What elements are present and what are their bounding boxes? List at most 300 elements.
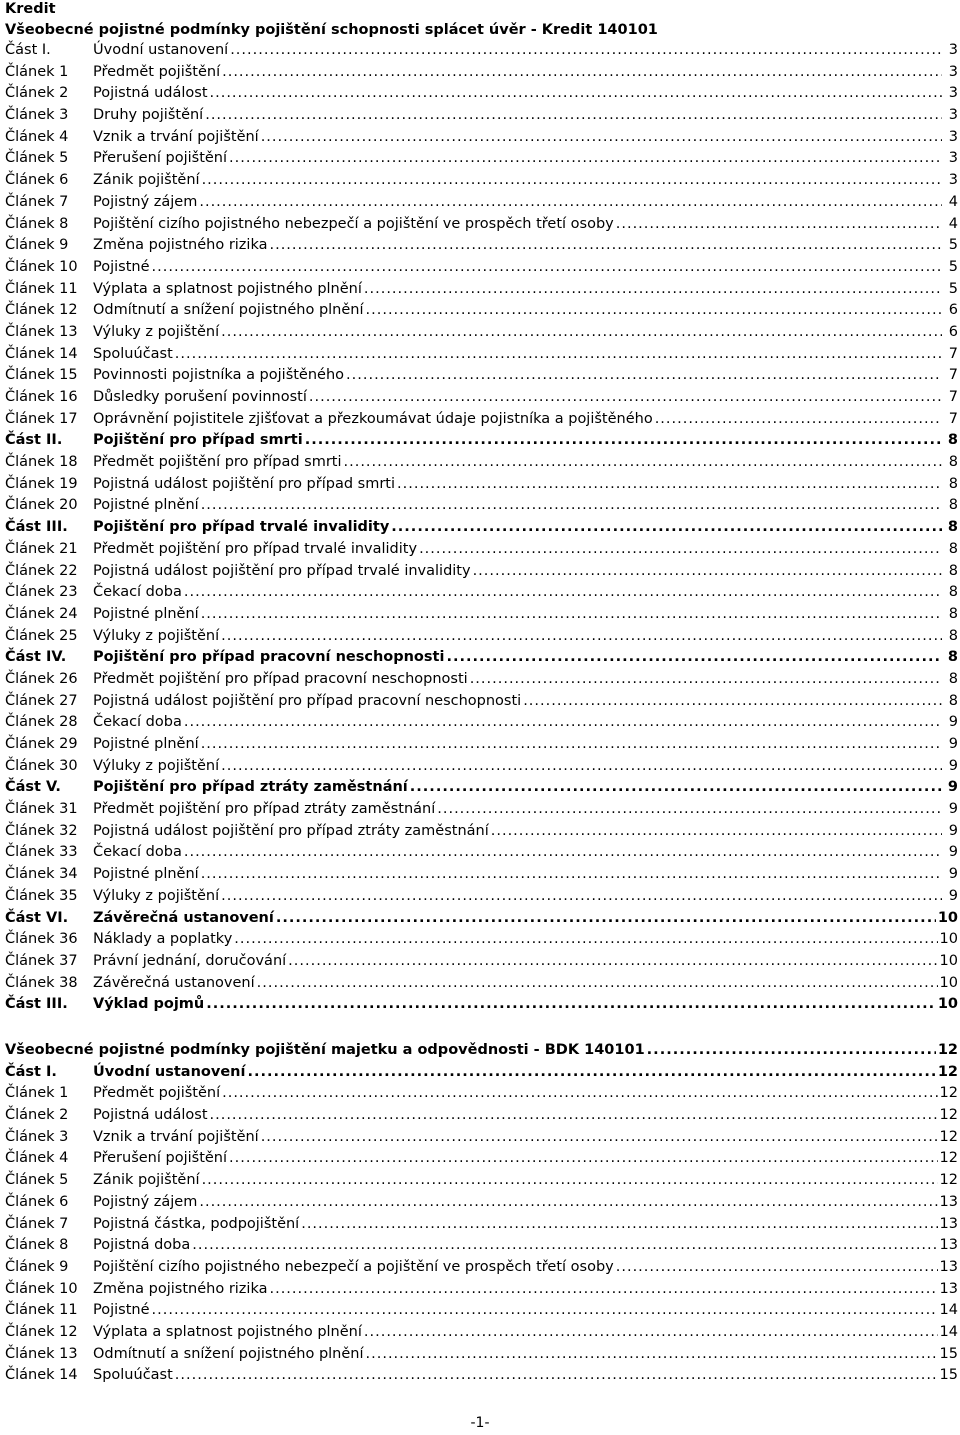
toc-item-title: Vznik a trvání pojištění [93, 128, 259, 145]
toc-row[interactable] [5, 1235, 958, 1257]
leader-dots [234, 929, 937, 951]
toc-item-title: Výplata a splatnost pojistného plnění [93, 1323, 362, 1340]
leader-dots [230, 40, 942, 62]
toc-row[interactable] [5, 821, 958, 843]
toc-item-page: 13 [939, 1193, 958, 1210]
toc-item-title: Úvodní ustanovení [93, 42, 229, 58]
toc-item-number: Článek 38 [5, 974, 78, 991]
toc-item-title: Předmět pojištění pro případ smrti [93, 454, 342, 471]
toc-item-page: 3 [948, 107, 958, 124]
toc-row[interactable] [5, 279, 958, 301]
toc-row[interactable] [5, 517, 958, 539]
leader-dots [184, 842, 942, 864]
toc-item-title: Výluky z pojištění [93, 627, 220, 644]
leader-dots [210, 83, 943, 105]
toc-item-title: Pojistná událost [93, 85, 208, 102]
leader-dots [205, 105, 942, 127]
toc-row[interactable] [5, 777, 958, 799]
toc-item-page: 14 [939, 1302, 958, 1319]
toc-item-title: Spoluúčast [93, 345, 173, 362]
toc-item-title: Spoluúčast [93, 1367, 173, 1384]
leader-dots [201, 604, 942, 626]
toc-item-title: Právní jednání, doručování [93, 952, 287, 969]
toc-row[interactable] [5, 344, 958, 366]
toc-item-page: 8 [948, 475, 958, 492]
toc-item-page: 3 [948, 128, 958, 145]
toc-item-page: 9 [947, 779, 958, 796]
toc-row[interactable] [5, 842, 958, 864]
toc-item-title: Pojistná událost pojištění pro případ pracovní neschopnosti [93, 692, 522, 709]
toc-item-number: Část III. [5, 996, 68, 1013]
toc-item-title: Změna pojistného rizika [93, 237, 268, 254]
section-2-heading-row [5, 1040, 958, 1062]
toc-item-number: Článek 10 [5, 258, 78, 275]
toc-item-number: Článek 9 [5, 1258, 69, 1275]
toc-item-title: Čekací doba [93, 844, 182, 861]
toc-item-number: Článek 37 [5, 952, 78, 969]
toc-item-title: Náklady a poplatky [93, 931, 233, 948]
toc-item-page: 10 [939, 931, 958, 948]
toc-item-number: Článek 32 [5, 822, 78, 839]
toc-item-title: Oprávnění pojistitele zjišťovat a přezkoumávat údaje pojistníka a pojištěného [93, 410, 653, 427]
toc-item-number: Článek 34 [5, 866, 78, 883]
toc-item-number: Článek 15 [5, 367, 78, 384]
leader-dots [229, 148, 942, 170]
toc-item-title: Předmět pojištění [93, 63, 221, 80]
toc-item-title: Pojistný zájem [93, 1193, 198, 1210]
toc-item-page: 13 [939, 1215, 958, 1232]
toc-row[interactable] [5, 1127, 958, 1149]
leader-dots [364, 279, 942, 301]
toc-row[interactable] [5, 322, 958, 344]
toc-item-number: Článek 4 [5, 1150, 69, 1167]
leader-dots [397, 474, 942, 496]
section-2-page: 12 [937, 1042, 958, 1058]
toc-item-number: Část I. [5, 42, 51, 58]
toc-item-number: Článek 28 [5, 714, 78, 731]
leader-dots [346, 365, 942, 387]
toc-item-title: Pojistná částka, podpojištění [93, 1215, 300, 1232]
table-of-contents-1 [5, 40, 958, 1016]
toc-item-title: Úvodní ustanovení [93, 1063, 246, 1080]
toc-item-number: Článek 12 [5, 1323, 78, 1340]
toc-item-title: Pojištění pro případ ztráty zaměstnání [93, 779, 408, 796]
toc-item-page: 13 [939, 1258, 958, 1275]
toc-item-page: 12 [939, 1150, 958, 1167]
leader-dots [257, 973, 938, 995]
leader-dots [616, 214, 942, 236]
toc-item-number: Článek 13 [5, 1345, 78, 1362]
toc-item-title: Odmítnutí a snížení pojistného plnění [93, 302, 364, 319]
toc-row[interactable] [5, 387, 958, 409]
toc-item-number: Článek 29 [5, 736, 78, 752]
toc-item-number: Část II. [5, 432, 63, 449]
toc-item-page: 7 [948, 410, 958, 427]
toc-item-page: 9 [948, 714, 958, 731]
document-title: Kredit [5, 1, 56, 17]
toc-item-page: 15 [939, 1345, 958, 1362]
toc-row[interactable] [5, 365, 958, 387]
toc-item-number: Článek 7 [5, 193, 69, 210]
toc-item-page: 5 [948, 237, 958, 254]
leader-dots [229, 1148, 938, 1170]
toc-item-page: 12 [937, 1063, 958, 1080]
toc-item-number: Článek 3 [5, 107, 69, 124]
toc-item-page: 8 [948, 562, 958, 579]
toc-item-title: Pojistné [93, 258, 150, 275]
toc-row[interactable] [5, 691, 958, 713]
toc-item-page: 8 [948, 627, 958, 644]
toc-item-page: 3 [948, 150, 958, 167]
toc-item-title: Pojistné plnění [93, 736, 199, 752]
toc-item-number: Článek 19 [5, 475, 78, 492]
toc-row[interactable] [5, 1322, 958, 1344]
toc-item-page: 4 [948, 215, 958, 232]
toc-item-number: Článek 11 [5, 280, 78, 297]
toc-row[interactable] [5, 1279, 958, 1301]
toc-row[interactable] [5, 908, 958, 930]
toc-item-number: Část IV. [5, 649, 67, 666]
toc-row[interactable] [5, 1040, 958, 1062]
toc-item-page: 8 [948, 584, 958, 601]
leader-dots [473, 561, 942, 583]
toc-row[interactable] [5, 929, 958, 951]
leader-dots [470, 669, 942, 691]
leader-dots [410, 777, 942, 799]
toc-item-number: Článek 2 [5, 85, 69, 102]
toc-item-title: Pojištění cizího pojistného nebezpečí a pojištění ve prospěch třetí osoby [93, 1258, 614, 1275]
toc-row[interactable] [5, 430, 958, 452]
leader-dots [202, 170, 942, 192]
toc-item-title: Přerušení pojištění [93, 1150, 228, 1167]
toc-row[interactable] [5, 1148, 958, 1170]
toc-item-number: Článek 9 [5, 237, 69, 254]
toc-row[interactable] [5, 626, 958, 648]
toc-row[interactable] [5, 1062, 958, 1084]
toc-row[interactable] [5, 127, 958, 149]
toc-row[interactable] [5, 994, 958, 1016]
toc-item-title: Změna pojistného rizika [93, 1280, 268, 1297]
toc-item-number: Článek 33 [5, 844, 78, 861]
toc-item-page: 9 [948, 866, 958, 883]
toc-item-page: 3 [948, 85, 958, 102]
leader-dots [210, 1105, 938, 1127]
toc-item-number: Článek 1 [5, 63, 69, 80]
toc-item-title: Pojistná událost pojištění pro případ smrti [93, 475, 396, 492]
toc-item-page: 3 [948, 42, 958, 58]
toc-item-number: Článek 31 [5, 801, 78, 818]
toc-item-page: 4 [948, 193, 958, 210]
toc-row[interactable] [5, 1365, 958, 1387]
toc-item-number: Článek 8 [5, 215, 69, 232]
toc-item-page: 8 [948, 454, 958, 471]
leader-dots [261, 1127, 938, 1149]
document-subtitle: Všeobecné pojistné podmínky pojištění schopnosti splácet úvěr - Kredit 140101 [5, 22, 658, 38]
toc-item-number: Článek 36 [5, 931, 78, 948]
toc-row[interactable] [5, 257, 958, 279]
toc-item-page: 5 [948, 280, 958, 297]
section-2-title: Všeobecné pojistné podmínky pojištění majetku a odpovědnosti - BDK 140101 [5, 1042, 645, 1058]
toc-item-page: 8 [948, 670, 958, 687]
toc-item-title: Druhy pojištění [93, 107, 204, 124]
toc-row[interactable] [5, 1083, 958, 1105]
toc-item-page: 10 [937, 996, 958, 1013]
toc-item-title: Závěrečná ustanovení [93, 974, 255, 991]
toc-item-page: 6 [948, 323, 958, 340]
leader-dots [261, 127, 942, 149]
toc-item-page: 15 [939, 1367, 958, 1384]
toc-item-title: Závěrečná ustanovení [93, 909, 274, 926]
leader-dots [221, 322, 942, 344]
toc-item-title: Pojištění cizího pojistného nebezpečí a pojištění ve prospěch třetí osoby [93, 215, 614, 232]
toc-item-number: Část VI. [5, 909, 69, 926]
toc-item-page: 12 [939, 1107, 958, 1124]
leader-dots [184, 582, 942, 604]
toc-item-page: 7 [948, 389, 958, 405]
toc-row[interactable] [5, 105, 958, 127]
toc-item-title: Zánik pojištění [93, 172, 200, 189]
leader-dots [221, 886, 942, 908]
toc-row[interactable] [5, 799, 958, 821]
toc-item-number: Článek 24 [5, 605, 78, 622]
leader-dots [175, 1365, 938, 1387]
toc-row[interactable] [5, 669, 958, 691]
toc-row[interactable] [5, 1170, 958, 1192]
toc-item-page: 14 [939, 1323, 958, 1340]
toc-item-page: 9 [948, 822, 958, 839]
toc-item-number: Článek 20 [5, 497, 78, 514]
toc-row[interactable] [5, 192, 958, 214]
leader-dots [616, 1257, 938, 1279]
toc-item-page: 10 [939, 974, 958, 991]
toc-item-page: 8 [948, 692, 958, 709]
toc-item-title: Vznik a trvání pojištění [93, 1128, 259, 1145]
toc-item-title: Pojistné plnění [93, 866, 199, 883]
toc-item-page: 8 [947, 649, 958, 666]
leader-dots [491, 821, 942, 843]
toc-item-page: 12 [939, 1085, 958, 1102]
toc-item-title: Výluky z pojištění [93, 757, 220, 774]
toc-item-number: Článek 16 [5, 389, 78, 405]
toc-item-title: Pojistné [93, 1302, 150, 1319]
leader-dots [152, 257, 942, 279]
toc-item-number: Článek 23 [5, 584, 78, 601]
toc-item-number: Článek 22 [5, 562, 78, 579]
toc-item-page: 3 [948, 63, 958, 80]
leader-dots [391, 517, 942, 539]
toc-row[interactable] [5, 409, 958, 431]
toc-row[interactable] [5, 539, 958, 561]
leader-dots [184, 712, 942, 734]
toc-row[interactable] [5, 214, 958, 236]
toc-item-number: Část V. [5, 779, 61, 796]
toc-row[interactable] [5, 452, 958, 474]
toc-item-title: Přerušení pojištění [93, 150, 228, 167]
leader-dots [305, 430, 942, 452]
toc-item-number: Článek 21 [5, 540, 78, 557]
leader-dots [206, 994, 936, 1016]
toc-row[interactable] [5, 582, 958, 604]
toc-item-page: 6 [948, 302, 958, 319]
toc-item-number: Článek 8 [5, 1237, 69, 1254]
toc-item-page: 13 [939, 1280, 958, 1297]
toc-item-number: Článek 7 [5, 1215, 69, 1232]
toc-row[interactable] [5, 235, 958, 257]
leader-dots [309, 387, 942, 409]
leader-dots [192, 1235, 937, 1257]
toc-row[interactable] [5, 1257, 958, 1279]
toc-row[interactable] [5, 756, 958, 778]
toc-item-number: Článek 4 [5, 128, 69, 145]
leader-dots [222, 1083, 937, 1105]
leader-dots [647, 1040, 936, 1062]
toc-item-number: Článek 13 [5, 323, 78, 340]
toc-item-title: Čekací doba [93, 714, 182, 731]
toc-item-title: Výklad pojmů [93, 996, 205, 1013]
toc-item-number: Článek 35 [5, 887, 78, 904]
page-number: -1- [470, 1415, 490, 1431]
leader-dots [344, 452, 943, 474]
leader-dots [276, 908, 936, 930]
toc-row[interactable] [5, 561, 958, 583]
toc-row[interactable] [5, 647, 958, 669]
toc-item-title: Pojištění pro případ trvalé invalidity [93, 519, 390, 536]
leader-dots [269, 235, 942, 257]
toc-item-title: Pojistné plnění [93, 605, 199, 622]
leader-dots [201, 864, 942, 886]
toc-row[interactable] [5, 1300, 958, 1322]
toc-item-number: Část I. [5, 1063, 57, 1080]
toc-item-title: Pojistná událost pojištění pro případ ztráty zaměstnání [93, 822, 489, 839]
toc-row[interactable] [5, 734, 958, 756]
toc-item-title: Pojištění pro případ smrti [93, 432, 303, 449]
leader-dots [199, 1192, 937, 1214]
toc-item-number: Článek 2 [5, 1107, 69, 1124]
toc-item-number: Článek 11 [5, 1302, 78, 1319]
leader-dots [152, 1300, 938, 1322]
leader-dots [221, 756, 942, 778]
leader-dots [202, 1170, 938, 1192]
leader-dots [199, 192, 942, 214]
toc-item-number: Článek 6 [5, 1193, 69, 1210]
toc-item-page: 9 [948, 736, 958, 752]
toc-item-title: Předmět pojištění [93, 1085, 221, 1102]
leader-dots [366, 1344, 938, 1366]
toc-item-title: Výplata a splatnost pojistného plnění [93, 280, 362, 297]
toc-row[interactable] [5, 495, 958, 517]
toc-row[interactable] [5, 886, 958, 908]
toc-item-title: Předmět pojištění pro případ ztráty zaměstnání [93, 801, 436, 818]
toc-item-title: Pojistné plnění [93, 497, 199, 514]
toc-item-number: Článek 14 [5, 1367, 78, 1384]
toc-item-number: Článek 12 [5, 302, 78, 319]
toc-item-number: Článek 5 [5, 1172, 69, 1189]
toc-row[interactable] [5, 604, 958, 626]
toc-item-page: 7 [948, 345, 958, 362]
toc-item-number: Článek 30 [5, 757, 78, 774]
leader-dots [201, 495, 942, 517]
toc-item-number: Článek 3 [5, 1128, 69, 1145]
toc-item-title: Odmítnutí a snížení pojistného plnění [93, 1345, 364, 1362]
toc-item-number: Článek 17 [5, 410, 78, 427]
toc-item-page: 3 [948, 172, 958, 189]
toc-item-title: Pojistná událost [93, 1107, 208, 1124]
toc-item-page: 8 [948, 605, 958, 622]
toc-row[interactable] [5, 300, 958, 322]
toc-row[interactable] [5, 148, 958, 170]
leader-dots [288, 951, 937, 973]
leader-dots [446, 647, 942, 669]
toc-row[interactable] [5, 1105, 958, 1127]
toc-item-number: Článek 14 [5, 345, 78, 362]
toc-row[interactable] [5, 951, 958, 973]
leader-dots [301, 1214, 937, 1236]
toc-row[interactable] [5, 83, 958, 105]
toc-row[interactable] [5, 1214, 958, 1236]
toc-item-page: 9 [948, 801, 958, 818]
leader-dots [523, 691, 942, 713]
toc-item-page: 8 [948, 497, 958, 514]
toc-item-number: Článek 27 [5, 692, 78, 709]
toc-item-title: Pojistný zájem [93, 193, 198, 210]
toc-item-page: 7 [948, 367, 958, 384]
toc-row[interactable] [5, 712, 958, 734]
toc-item-title: Výluky z pojištění [93, 887, 220, 904]
toc-item-page: 8 [947, 432, 958, 449]
toc-row[interactable] [5, 474, 958, 496]
leader-dots [175, 344, 942, 366]
toc-row[interactable] [5, 864, 958, 886]
toc-row[interactable] [5, 973, 958, 995]
leader-dots [247, 1062, 935, 1084]
toc-item-number: Článek 10 [5, 1280, 78, 1297]
toc-item-number: Článek 1 [5, 1085, 69, 1102]
toc-item-page: 8 [947, 519, 958, 536]
toc-item-number: Článek 6 [5, 172, 69, 189]
leader-dots [366, 300, 942, 322]
toc-item-page: 13 [939, 1237, 958, 1254]
toc-item-title: Pojistná doba [93, 1237, 191, 1254]
table-of-contents-2 [5, 1062, 958, 1387]
toc-row[interactable] [5, 170, 958, 192]
toc-item-page: 9 [948, 887, 958, 904]
leader-dots [269, 1279, 937, 1301]
leader-dots [437, 799, 942, 821]
toc-item-page: 10 [937, 909, 958, 926]
toc-item-number: Článek 25 [5, 627, 78, 644]
toc-item-number: Článek 18 [5, 454, 78, 471]
toc-item-title: Předmět pojištění pro případ trvalé invalidity [93, 540, 418, 557]
leader-dots [221, 626, 942, 648]
toc-item-page: 9 [948, 844, 958, 861]
toc-item-title: Zánik pojištění [93, 1172, 200, 1189]
toc-item-title: Důsledky porušení povinností [93, 389, 307, 405]
toc-item-title: Pojištění pro případ pracovní neschopnosti [93, 649, 445, 666]
leader-dots [419, 539, 942, 561]
toc-item-page: 5 [948, 258, 958, 275]
toc-row[interactable] [5, 62, 958, 84]
leader-dots [655, 409, 942, 431]
toc-row[interactable] [5, 1344, 958, 1366]
toc-item-page: 12 [939, 1172, 958, 1189]
toc-item-title: Výluky z pojištění [93, 323, 220, 340]
toc-item-page: 9 [948, 757, 958, 774]
toc-row[interactable] [5, 1192, 958, 1214]
toc-item-title: Povinnosti pojistníka a pojištěného [93, 367, 345, 384]
toc-row[interactable] [5, 40, 958, 62]
toc-item-title: Pojistná událost pojištění pro případ trvalé invalidity [93, 562, 471, 579]
toc-item-number: Část III. [5, 519, 68, 536]
